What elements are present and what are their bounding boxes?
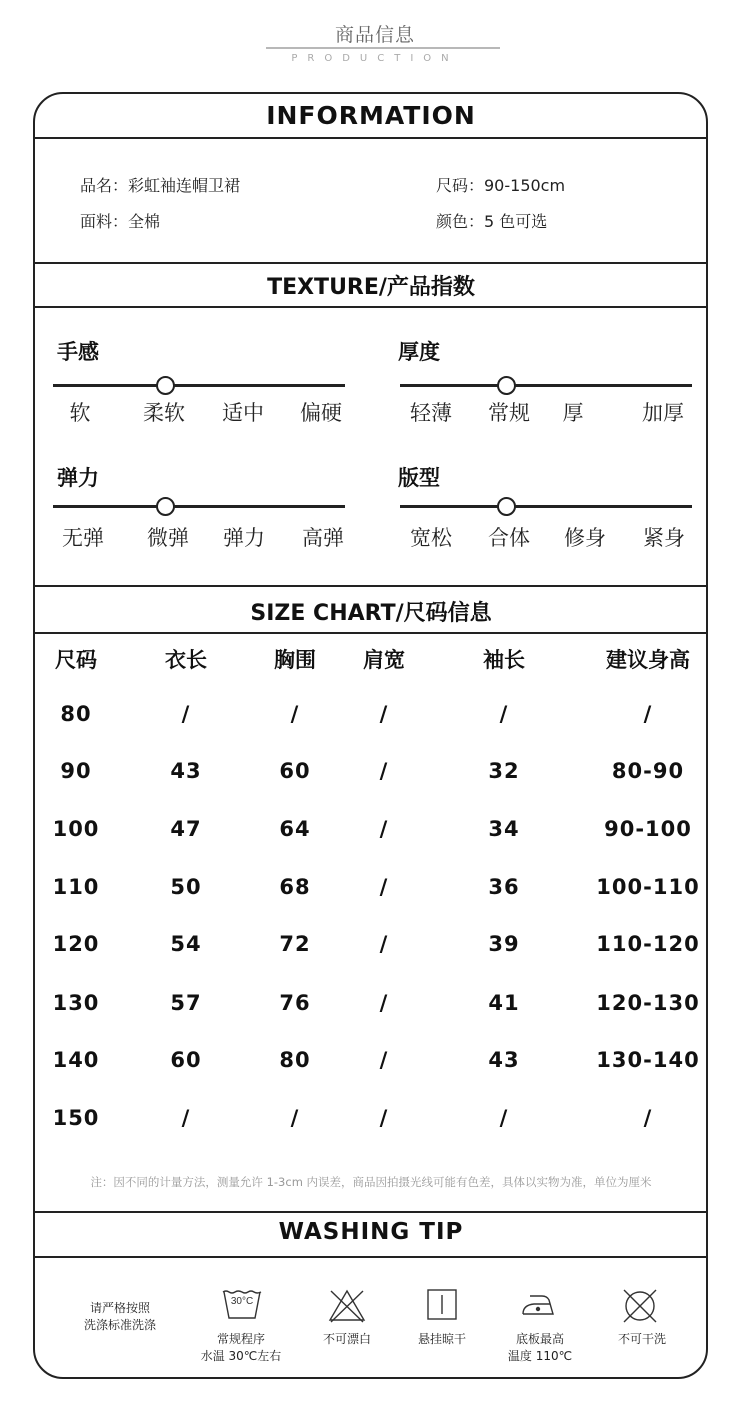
- divider: [34, 306, 708, 308]
- scale-line: [53, 505, 345, 508]
- scale-marker: [497, 376, 516, 395]
- washing-title: WASHING TIP: [278, 1219, 464, 1245]
- size-chart-title: SIZE CHART/尺码信息: [250, 601, 492, 626]
- scale-option: 合体: [488, 526, 530, 550]
- size-cell: 100: [52, 817, 100, 841]
- scale-option: 偏硬: [300, 401, 342, 425]
- size-cell: /: [181, 702, 191, 726]
- size-cell: 72: [279, 932, 311, 956]
- size-cell: 36: [488, 875, 520, 899]
- texture-label-fit: 版型: [398, 466, 440, 490]
- size-cell: 34: [488, 817, 520, 841]
- scale-marker: [497, 497, 516, 516]
- page-header-subtitle: PRODUCTION: [291, 53, 459, 64]
- size-column-header: 衣长: [165, 648, 207, 672]
- size-cell: 32: [488, 759, 520, 783]
- scale-option: 厚: [562, 401, 584, 425]
- wash-caption: [297, 1331, 397, 1348]
- scale-option: 高弹: [302, 526, 344, 550]
- size-cell: /: [499, 702, 509, 726]
- size-cell: /: [499, 1106, 509, 1130]
- scale-option: 柔软: [143, 401, 185, 425]
- scale-option: 适中: [222, 401, 264, 425]
- size-cell: 47: [170, 817, 202, 841]
- wash-caption-line: 悬挂晾干: [417, 1332, 466, 1346]
- size-cell: /: [379, 1106, 389, 1130]
- divider: [34, 1256, 708, 1258]
- size-cell: 110: [52, 875, 100, 899]
- size-cell: /: [379, 875, 389, 899]
- size-cell: 150: [52, 1106, 100, 1130]
- size-cell: /: [181, 1106, 191, 1130]
- size-cell: 76: [279, 991, 311, 1015]
- size-cell: /: [290, 1106, 300, 1130]
- size-cell: 64: [279, 817, 311, 841]
- washing-intro: [70, 1300, 170, 1334]
- size-cell: 54: [170, 932, 202, 956]
- size-cell: /: [379, 759, 389, 783]
- scale-option: 弹力: [223, 526, 265, 550]
- size-cell: 80-90: [611, 759, 685, 783]
- size-column-header: 尺码: [55, 648, 97, 672]
- scale-option: 轻薄: [410, 401, 452, 425]
- size-cell: 130: [52, 991, 100, 1015]
- scale-option: 微弹: [147, 526, 189, 550]
- size-cell: /: [379, 1048, 389, 1072]
- scale-marker: [156, 376, 175, 395]
- product-fabric: 面料：全棉: [80, 212, 161, 231]
- product-size: 尺码：90-150cm: [436, 176, 566, 195]
- scale-option: 无弹: [62, 526, 104, 550]
- divider: [34, 262, 708, 264]
- wash-caption-line: 常规程序: [216, 1332, 265, 1346]
- size-cell: 57: [170, 991, 202, 1015]
- wash-caption-line: 不可干洗: [617, 1332, 666, 1346]
- wash-caption: [490, 1331, 590, 1365]
- size-cell: 41: [488, 991, 520, 1015]
- texture-label-elasticity: 弹力: [57, 466, 99, 490]
- size-cell: 39: [488, 932, 520, 956]
- scale-marker: [156, 497, 175, 516]
- no-bleach-icon: [327, 1288, 367, 1328]
- size-cell: /: [643, 1106, 653, 1130]
- size-column-header: 肩宽: [363, 648, 405, 672]
- washing-intro-line: 请严格按照: [89, 1301, 150, 1315]
- scale-line: [400, 384, 692, 387]
- scale-option: 紧身: [643, 526, 685, 550]
- size-cell: 43: [488, 1048, 520, 1072]
- wash-caption: [392, 1331, 492, 1348]
- size-cell: /: [643, 702, 653, 726]
- size-cell: 43: [170, 759, 202, 783]
- scale-line: [400, 505, 692, 508]
- texture-title: TEXTURE/产品指数: [267, 275, 475, 300]
- divider: [34, 137, 708, 139]
- wash-temp-label: 30°C: [230, 1296, 254, 1307]
- size-cell: 80: [279, 1048, 311, 1072]
- size-column-header: 胸围: [274, 648, 316, 672]
- size-cell: 110-120: [596, 932, 700, 956]
- size-column-header: 建议身高: [606, 648, 690, 672]
- divider: [34, 1211, 708, 1213]
- size-cell: 80: [60, 702, 92, 726]
- hang-dry-icon: [426, 1288, 458, 1326]
- texture-label-thickness: 厚度: [398, 340, 440, 364]
- wash-caption: [592, 1331, 692, 1348]
- scale-option: 宽松: [410, 526, 452, 550]
- size-cell: 120-130: [596, 991, 700, 1015]
- size-cell: 60: [170, 1048, 202, 1072]
- size-cell: /: [379, 702, 389, 726]
- wash-caption-line: 底板最高: [515, 1332, 564, 1346]
- product-color: 颜色：5 色可选: [436, 212, 548, 231]
- texture-label-feel: 手感: [57, 340, 99, 364]
- wash-caption-line: 不可漂白: [322, 1332, 371, 1346]
- size-cell: /: [379, 991, 389, 1015]
- size-cell: 120: [52, 932, 100, 956]
- size-cell: 60: [279, 759, 311, 783]
- wash-caption-line: 温度 110℃: [507, 1349, 573, 1363]
- washing-intro-line: 洗涤标准洗涤: [83, 1318, 156, 1332]
- size-cell: /: [379, 817, 389, 841]
- wash-caption-line: 水温 30℃左右: [200, 1349, 282, 1363]
- wash-caption: [191, 1331, 291, 1365]
- size-cell: /: [379, 932, 389, 956]
- iron-icon: [520, 1292, 556, 1322]
- scale-option: 加厚: [642, 401, 684, 425]
- size-cell: /: [290, 702, 300, 726]
- scale-option: 常规: [488, 401, 530, 425]
- size-cell: 140: [52, 1048, 100, 1072]
- divider: [34, 585, 708, 587]
- size-cell: 90-100: [604, 817, 692, 841]
- size-cell: 50: [170, 875, 202, 899]
- size-column-header: 袖长: [483, 648, 525, 672]
- scale-option: 软: [69, 401, 91, 425]
- size-cell: 90: [60, 759, 92, 783]
- wash-30-icon: [221, 1289, 263, 1325]
- size-cell: 68: [279, 875, 311, 899]
- header-divider: [266, 47, 500, 49]
- divider: [34, 632, 708, 634]
- no-dry-clean-icon: [621, 1287, 659, 1329]
- information-title: INFORMATION: [266, 101, 476, 130]
- scale-line: [53, 384, 345, 387]
- scale-option: 修身: [564, 526, 606, 550]
- size-note: 注：因不同的计量方法，测量允许 1-3cm 内误差，商品因拍摄光线可能有色差，具体以实物为准，单位为厘米: [90, 1175, 652, 1189]
- size-cell: 130-140: [596, 1048, 700, 1072]
- page-header-title: 商品信息: [334, 24, 415, 46]
- product-name: 品名：彩虹袖连帽卫裙: [80, 176, 241, 195]
- size-cell: 100-110: [596, 875, 700, 899]
